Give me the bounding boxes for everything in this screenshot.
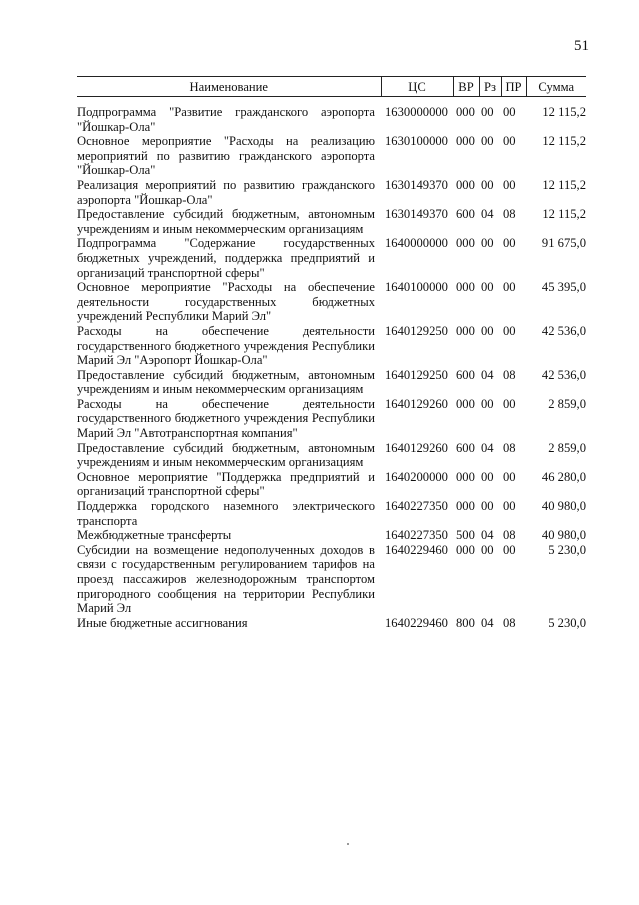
table-row <box>77 397 586 441</box>
cell-rz: 00 <box>481 280 494 295</box>
cell-name: Подпрограмма "Содержание государственных бюджетных учреждений, поддержка предприятий и организаций транспортной сферы" <box>77 236 375 280</box>
header-name: Наименование <box>77 77 381 97</box>
cell-rz: 00 <box>481 542 494 557</box>
cell-vr: 000 <box>456 280 475 295</box>
cell-rz: 00 <box>481 469 494 484</box>
header-cs: ЦС <box>381 77 453 97</box>
cell-name: Основное мероприятие "Расходы на обеспечение деятельности государственных бюджетных учреждений Республики Марий Эл" <box>77 280 375 324</box>
cell-name: Подпрограмма "Развитие гражданского аэропорта "Йошкар-Ола" <box>77 105 375 134</box>
cell-vr: 000 <box>456 134 475 149</box>
header-rz: Рз <box>479 77 501 97</box>
cell-name: Основное мероприятие "Поддержка предприятий и организаций транспортной сферы" <box>77 469 375 499</box>
cell-pr: 00 <box>503 236 516 251</box>
cell-cs: 1640000000 <box>385 236 448 251</box>
cell-name: Предоставление субсидий бюджетным, автономным учреждениям и иным некоммерческим организациям <box>77 207 375 236</box>
cell-vr: 000 <box>456 323 475 338</box>
cell-vr: 600 <box>456 207 475 222</box>
cell-vr: 600 <box>456 367 475 382</box>
table-row <box>77 528 586 543</box>
cell-cs: 1630149370 <box>385 177 448 192</box>
cell-cs: 1640227350 <box>385 528 448 543</box>
cell-pr: 00 <box>503 499 516 514</box>
cell-vr: 000 <box>456 469 475 484</box>
cell-rz: 00 <box>481 134 494 149</box>
cell-pr: 00 <box>503 280 516 295</box>
cell-rz: 00 <box>481 323 494 338</box>
cell-rz: 04 <box>481 367 494 382</box>
header-pr: ПР <box>501 77 526 97</box>
cell-vr: 000 <box>456 396 475 411</box>
cell-sum: 40 980,0 <box>541 528 586 543</box>
cell-vr: 000 <box>456 236 475 251</box>
table-row <box>77 616 586 631</box>
page-number: 51 <box>574 38 589 54</box>
cell-name: Поддержка городского наземного электрического транспорта <box>77 499 375 528</box>
budget-table <box>77 76 586 630</box>
cell-pr: 08 <box>503 207 516 222</box>
cell-name: Субсидии на возмещение недополученных доходов в связи с государственным регулированием тарифов на проезд пассажиров железнодорожным транспортом пригородного сообщения на территории Республики Марий Эл <box>77 542 375 616</box>
table-row <box>77 441 586 470</box>
cell-rz: 00 <box>481 499 494 514</box>
cell-vr: 000 <box>456 542 475 557</box>
table-row <box>77 368 586 397</box>
cell-sum: 2 859,0 <box>548 396 586 411</box>
cell-pr: 00 <box>503 105 516 119</box>
cell-pr: 00 <box>503 542 516 557</box>
cell-cs: 1630000000 <box>385 105 448 119</box>
cell-name: Иные бюджетные ассигнования <box>77 615 248 630</box>
cell-sum: 5 230,0 <box>548 542 586 557</box>
cell-sum: 12 115,2 <box>542 134 586 149</box>
cell-rz: 00 <box>481 105 494 119</box>
cell-cs: 1640227350 <box>385 499 448 514</box>
table-row <box>77 324 586 368</box>
table-body <box>77 97 586 631</box>
table-row <box>77 178 586 207</box>
cell-cs: 1630100000 <box>385 134 448 149</box>
header-vr: ВР <box>453 77 479 97</box>
cell-sum: 46 280,0 <box>541 469 586 484</box>
cell-cs: 1640229460 <box>385 542 448 557</box>
cell-sum: 2 859,0 <box>548 440 586 455</box>
table-row <box>77 543 586 616</box>
cell-name: Основное мероприятие "Расходы на реализацию мероприятий по развитию гражданского аэропорта "Йошкар-Ола" <box>77 134 375 178</box>
cell-cs: 1640129260 <box>385 440 448 455</box>
cell-pr: 08 <box>503 440 516 455</box>
cell-pr: 08 <box>503 528 516 543</box>
cell-vr: 000 <box>456 177 475 192</box>
cell-pr: 08 <box>503 367 516 382</box>
cell-sum: 42 536,0 <box>541 323 586 338</box>
table-row <box>77 236 586 280</box>
cell-sum: 12 115,2 <box>542 177 586 192</box>
cell-sum: 40 980,0 <box>541 499 586 514</box>
cell-vr: 500 <box>456 528 475 543</box>
cell-cs: 1640229460 <box>385 615 448 630</box>
table-row <box>77 134 586 178</box>
cell-name: Реализация мероприятий по развитию гражданского аэропорта "Йошкар-Ола" <box>77 177 375 207</box>
cell-vr: 800 <box>456 615 475 630</box>
cell-name: Расходы на обеспечение деятельности государственного бюджетного учреждения Республики Марий Эл "Аэропорт Йошкар-Ола" <box>77 323 375 368</box>
cell-rz: 00 <box>481 177 494 192</box>
cell-pr: 00 <box>503 469 516 484</box>
table-header <box>77 77 586 97</box>
cell-rz: 00 <box>481 396 494 411</box>
cell-sum: 12 115,2 <box>542 207 586 222</box>
cell-name: Расходы на обеспечение деятельности государственного бюджетного учреждения Республики Марий Эл "Автотранспортная компания" <box>77 396 375 441</box>
cell-cs: 1640129250 <box>385 323 448 338</box>
cell-vr: 000 <box>456 499 475 514</box>
cell-name: Предоставление субсидий бюджетным, автономным учреждениям и иным некоммерческим организациям <box>77 440 375 470</box>
cell-sum: 12 115,2 <box>542 105 586 119</box>
table-row <box>77 280 586 324</box>
cell-rz: 00 <box>481 236 494 251</box>
cell-cs: 1630149370 <box>385 207 448 222</box>
cell-name: Межбюджетные трансферты <box>77 528 232 543</box>
cell-vr: 600 <box>456 440 475 455</box>
table-row <box>77 499 586 528</box>
cell-cs: 1640129260 <box>385 396 448 411</box>
cell-pr: 00 <box>503 134 516 149</box>
cell-rz: 04 <box>481 440 494 455</box>
cell-sum: 5 230,0 <box>548 615 586 630</box>
table-row <box>77 207 586 236</box>
cell-pr: 00 <box>503 396 516 411</box>
cell-name: Предоставление субсидий бюджетным, автономным учреждениям и иным некоммерческим организациям <box>77 367 375 397</box>
cell-rz: 04 <box>481 615 494 630</box>
cell-cs: 1640129250 <box>385 367 448 382</box>
cell-pr: 00 <box>503 177 516 192</box>
cell-rz: 04 <box>481 207 494 222</box>
table-row <box>77 470 586 499</box>
cell-rz: 04 <box>481 528 494 543</box>
cell-sum: 91 675,0 <box>541 236 586 251</box>
table-row <box>77 97 586 135</box>
cell-sum: 42 536,0 <box>541 367 586 382</box>
cell-cs: 1640200000 <box>385 469 448 484</box>
header-sum: Сумма <box>526 77 586 97</box>
cell-pr: 08 <box>503 615 516 630</box>
cell-vr: 000 <box>456 105 475 119</box>
scan-artifact <box>347 843 349 845</box>
cell-cs: 1640100000 <box>385 280 448 295</box>
cell-sum: 45 395,0 <box>541 280 586 295</box>
cell-pr: 00 <box>503 323 516 338</box>
